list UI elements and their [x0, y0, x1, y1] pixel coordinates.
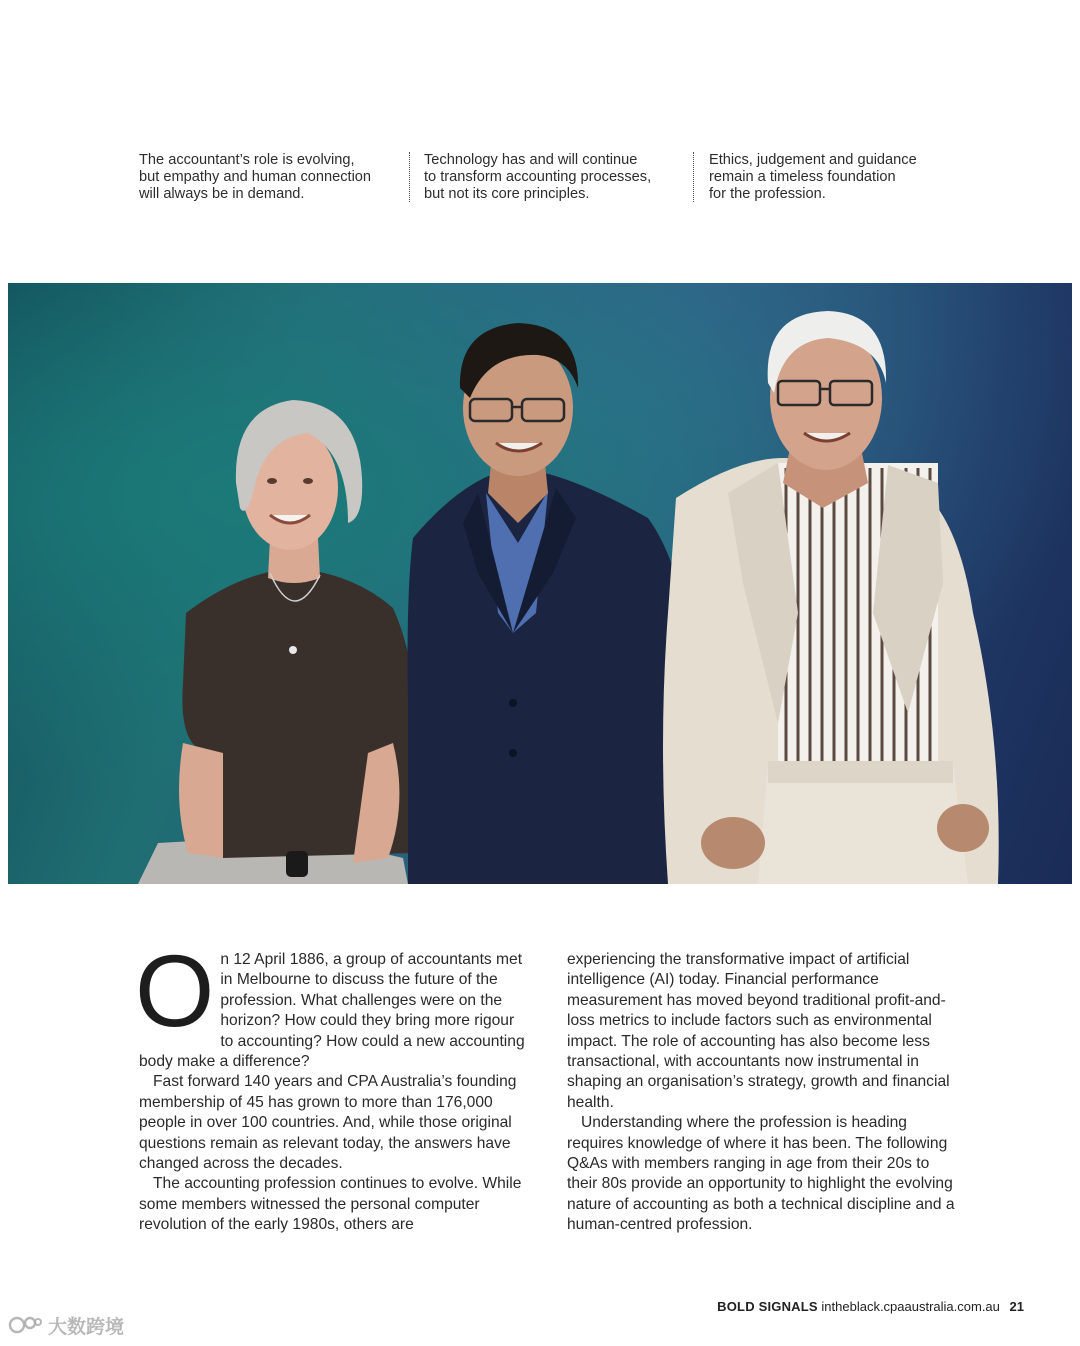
watermark-logo-icon: [8, 1314, 42, 1336]
watermark: [8, 1310, 124, 1340]
paragraph-3: The accounting profession continues to evolve. While some members witnessed the personal computer revolution of the early 1980s, others are: [139, 1175, 522, 1234]
article-column-2: [567, 950, 963, 1236]
pull-quote-1: The accountant’s role is evolving, but empathy and human connection will always be in demand.: [139, 152, 372, 202]
drop-cap: O: [135, 934, 215, 1048]
pull-quotes-row: [139, 152, 959, 208]
person-man-cream-suit: [663, 311, 999, 884]
dotted-divider: [693, 152, 694, 202]
paragraph-3-continued: experiencing the transformative impact of artificial intelligence (AI) today. Financial performance measurement has moved beyond traditional profit-and-loss metrics to include factors such as environmental impact. The role of accounting has also become less transactional, with accountants now instrumental in shaping an organisation’s strategy, growth and financial health.: [567, 951, 950, 1111]
site-url[interactable]: intheblack.cpaaustralia.com.au: [821, 1299, 1000, 1314]
person-woman-grey-hair: [138, 400, 418, 884]
paragraph-2: Fast forward 140 years and CPA Australia’s founding membership of 45 has grown to more than 176,000 people in over 100 countries. And, while those original questions remain as relevant today, the answers have changed across the decades.: [139, 1073, 517, 1173]
page-footer: [717, 1299, 1024, 1315]
dotted-divider: [409, 152, 410, 202]
pull-quote-2: Technology has and will continue to transform accounting processes, but not its core principles.: [424, 152, 652, 202]
article-column-1: [135, 934, 531, 1236]
person-man-navy-suit: [408, 323, 703, 884]
group-portrait-photo: [8, 283, 1072, 884]
portrait-illustration: [8, 283, 1072, 884]
page-number: 21: [1009, 1299, 1024, 1314]
watermark-text: 大数跨境: [48, 1316, 125, 1338]
paragraph-1-text: n 12 April 1886, a group of accountants met in Melbourne to discuss the future of the profession. What challenges were on the horizon? How could they bring more rigour to accounting? How could a new accounting body make a difference?: [139, 951, 525, 1071]
pull-quote-3: Ethics, judgement and guidance remain a timeless foundation for the profession.: [709, 152, 917, 202]
paragraph-1: [135, 934, 531, 1072]
paragraph-4: Understanding where the profession is heading requires knowledge of where it has been. The following Q&As with members ranging in age from their 20s to their 80s provide an opportunity to highlight the evolving nature of accounting as both a technical discipline and a human-centred profession.: [567, 1114, 955, 1234]
section-label: BOLD SIGNALS: [717, 1299, 818, 1314]
